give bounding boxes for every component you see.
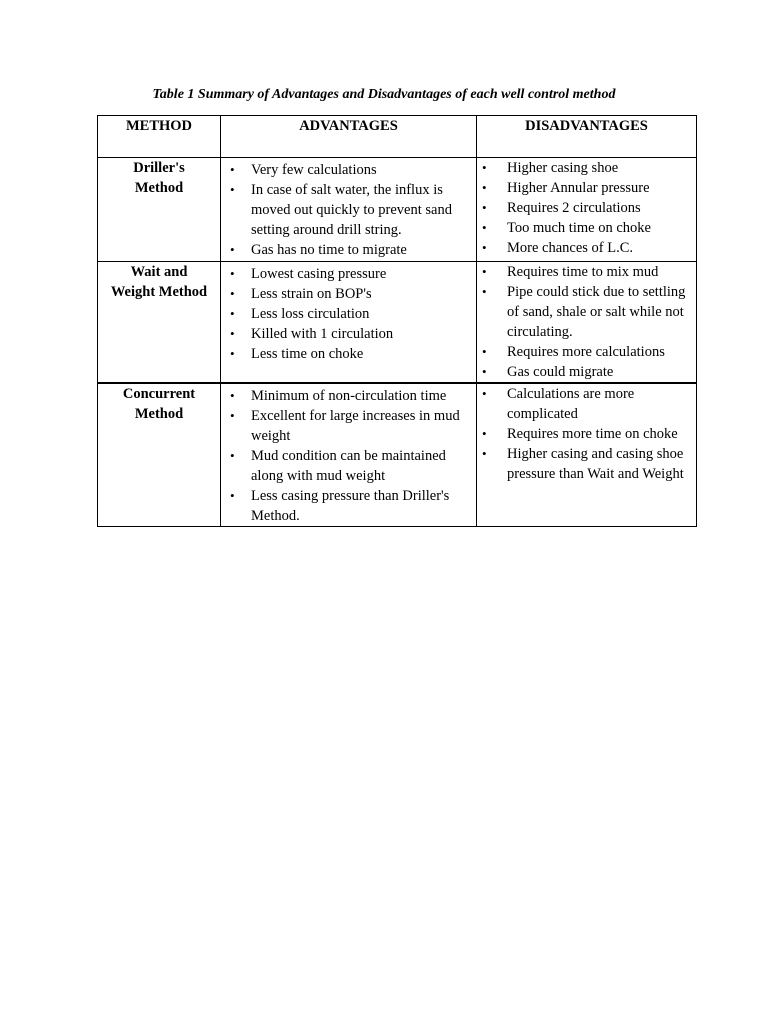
table-row (98, 158, 697, 262)
header-advantages: ADVANTAGES (221, 116, 477, 158)
list-item: • Pipe could stick due to settling of sand, shale or salt while not circulating. (477, 282, 696, 342)
method-name-line: Method (134, 180, 184, 196)
method-name-line: Method (134, 406, 184, 422)
method-name-line: Concurrent (122, 386, 196, 402)
list-item: • Less strain on BOP's (221, 284, 476, 304)
table-row (98, 262, 697, 384)
list-item: • Requires 2 circulations (477, 198, 696, 218)
method-name-line: Wait and (130, 264, 188, 280)
list-item: • Less loss circulation (221, 304, 476, 324)
disadvantages-list (477, 262, 696, 382)
list-item: • Killed with 1 circulation (221, 324, 476, 344)
list-item: • Requires time to mix mud (477, 262, 696, 282)
list-item: • Requires more calculations (477, 342, 696, 362)
advantages-cell (221, 383, 477, 527)
advantages-cell (221, 158, 477, 262)
list-item: • Lowest casing pressure (221, 264, 476, 284)
advantages-cell (221, 262, 477, 384)
list-item: • Gas has no time to migrate (221, 240, 476, 260)
list-item: • Excellent for large increases in mud weight (221, 406, 476, 446)
list-item: • Higher Annular pressure (477, 178, 696, 198)
disadvantages-cell (477, 158, 697, 262)
list-item: • Less time on choke (221, 344, 476, 364)
list-item: • Too much time on choke (477, 218, 696, 238)
method-cell (98, 262, 221, 384)
table-caption: Table 1 Summary of Advantages and Disadvantages of each well control method (152, 87, 616, 102)
disadvantages-list (477, 158, 696, 258)
list-item: • Gas could migrate (477, 362, 696, 382)
header-method: METHOD (98, 116, 221, 158)
table-header-row (98, 116, 697, 158)
advantages-list (221, 158, 476, 260)
well-control-summary-table (97, 115, 697, 527)
header-disadvantages: DISADVANTAGES (477, 116, 697, 158)
table-row (98, 383, 697, 527)
list-item: • Higher casing shoe (477, 158, 696, 178)
list-item: • Higher casing and casing shoe pressure than Wait and Weight (477, 444, 696, 484)
advantages-list (221, 384, 476, 526)
list-item: • Calculations are more complicated (477, 384, 696, 424)
method-name-line: Weight Method (110, 284, 208, 300)
list-item: • Very few calculations (221, 160, 476, 180)
method-name-line: Driller's (133, 160, 185, 176)
disadvantages-cell (477, 383, 697, 527)
list-item: • Mud condition can be maintained along with mud weight (221, 446, 476, 486)
advantages-list (221, 262, 476, 364)
method-cell (98, 158, 221, 262)
list-item: • Less casing pressure than Driller's Method. (221, 486, 476, 526)
disadvantages-cell (477, 262, 697, 384)
list-item: • Minimum of non-circulation time (221, 386, 476, 406)
list-item: • In case of salt water, the influx is moved out quickly to prevent sand setting around drill string. (221, 180, 476, 240)
disadvantages-list (477, 384, 696, 484)
method-cell (98, 383, 221, 527)
list-item: • More chances of L.C. (477, 238, 696, 258)
list-item: • Requires more time on choke (477, 424, 696, 444)
